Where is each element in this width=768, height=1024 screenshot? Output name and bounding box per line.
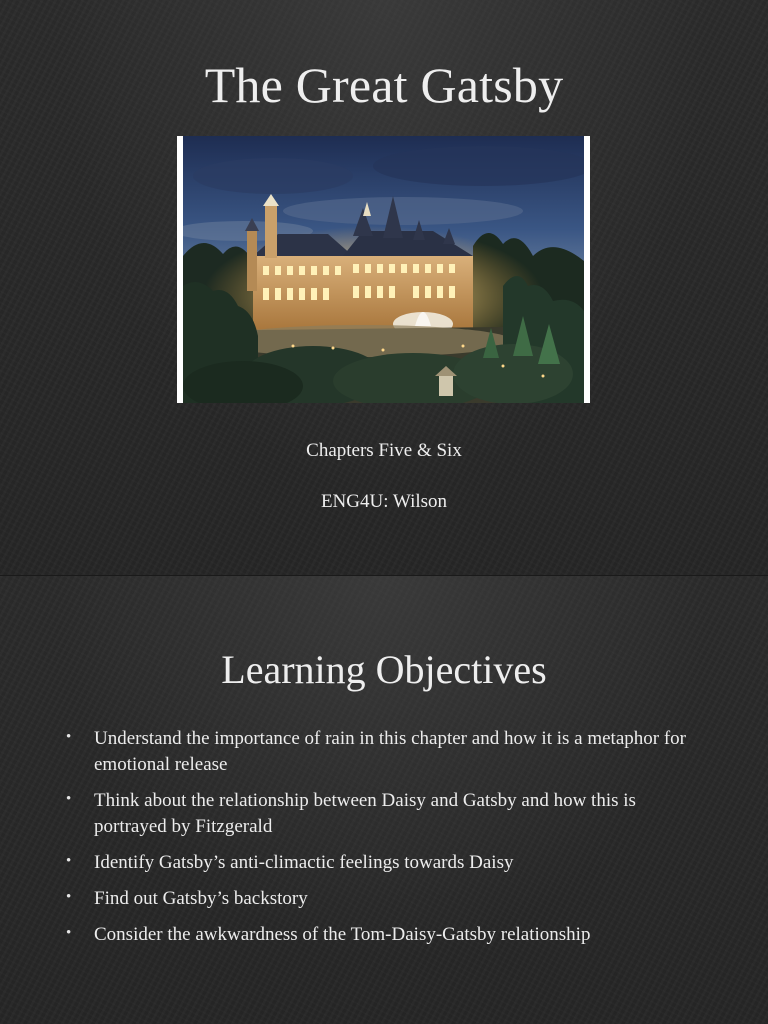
objective-text: Consider the awkwardness of the Tom-Daisy-Gatsby relationship [94, 924, 591, 945]
slide-title: The Great Gatsby [204, 57, 564, 113]
subtitle-chapters: Chapters Five & Six [306, 440, 462, 461]
objective-text: Find out Gatsby’s backstory [94, 888, 308, 909]
mansion-illustration [183, 136, 584, 403]
objective-text: Think about the relationship between Daisy and Gatsby and how this is portrayed by Fitzgerald [94, 790, 636, 837]
slide-title: Learning Objectives [221, 647, 547, 692]
mansion-photo [177, 136, 590, 403]
bullet-icon: • [66, 889, 72, 905]
subtitle-course: ENG4U: Wilson [320, 491, 448, 512]
bullet-icon: • [66, 729, 72, 745]
bullet-icon: • [66, 925, 72, 941]
objective-text: Understand the importance of rain in this chapter and how it is a metaphor for emotional release [94, 728, 686, 775]
bullet-icon: • [66, 791, 72, 807]
list-item [66, 788, 706, 840]
bullet-icon: • [66, 853, 72, 869]
list-item [66, 850, 706, 876]
objectives-list [66, 726, 706, 958]
objective-text: Identify Gatsby’s anti-climactic feelings towards Daisy [94, 852, 514, 873]
objectives-slide [0, 576, 768, 1024]
list-item [66, 886, 706, 912]
list-item [66, 726, 706, 778]
list-item [66, 922, 706, 948]
